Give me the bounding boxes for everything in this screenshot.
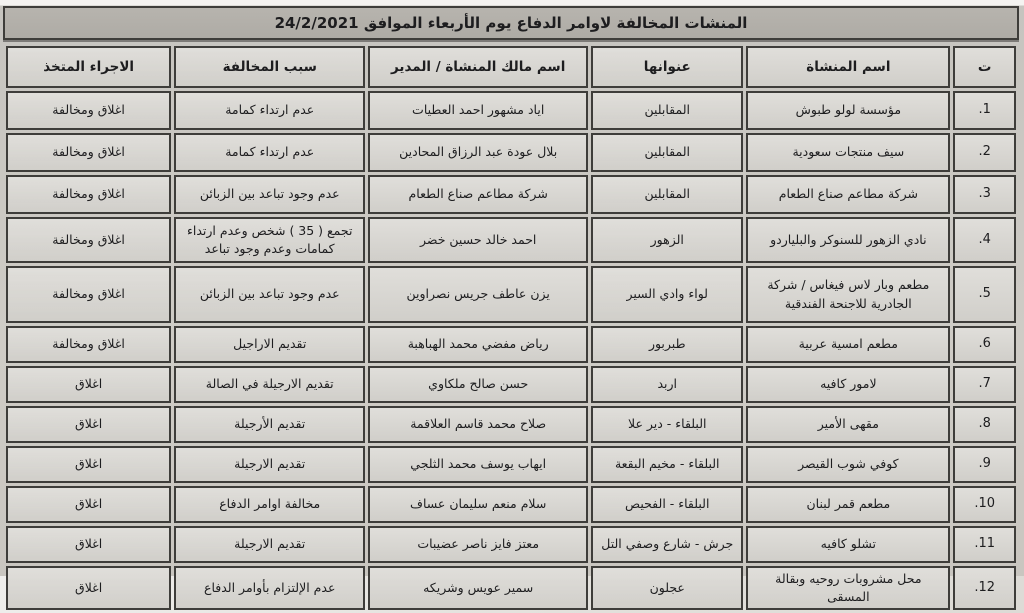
table-row bbox=[6, 217, 1016, 263]
establishment-address: المقابلين bbox=[591, 91, 743, 130]
row-number: .9 bbox=[953, 446, 1016, 483]
column-header-address: عنوانها bbox=[591, 46, 743, 88]
document-title: المنشات المخالفة لاوامر الدفاع يوم الأربعاء الموافق 24/2/2021 bbox=[274, 14, 748, 32]
column-header-establishment-name: اسم المنشاة bbox=[746, 46, 950, 88]
violation-reason: عدم الإلتزام بأوامر الدفاع bbox=[174, 566, 365, 610]
row-number: .7 bbox=[953, 366, 1016, 403]
column-header-action-taken: الاجراء المتخذ bbox=[6, 46, 171, 88]
establishment-name: تشلو كافيه bbox=[746, 526, 950, 563]
establishment-address: المقابلين bbox=[591, 175, 743, 214]
establishment-address: طبربور bbox=[591, 326, 743, 363]
action-taken: اغلاق ومخالفة bbox=[6, 326, 171, 363]
establishment-name: سيف منتجات سعودية bbox=[746, 133, 950, 172]
row-number: .5 bbox=[953, 266, 1016, 323]
table-row bbox=[6, 366, 1016, 403]
owner-name: رياض مفضي محمد الهباهبة bbox=[368, 326, 588, 363]
owner-name: صلاح محمد قاسم العلاقمة bbox=[368, 406, 588, 443]
row-number: .1 bbox=[953, 91, 1016, 130]
establishment-address: لواء وادي السير bbox=[591, 266, 743, 323]
owner-name: حسن صالح ملكاوي bbox=[368, 366, 588, 403]
establishment-name: مطعم قمر لبنان bbox=[746, 486, 950, 523]
row-number: .11 bbox=[953, 526, 1016, 563]
establishment-name: مقهى الأمير bbox=[746, 406, 950, 443]
table-row bbox=[6, 175, 1016, 214]
table-row bbox=[6, 446, 1016, 483]
establishment-name: لامور كافيه bbox=[746, 366, 950, 403]
establishment-address: جرش - شارع وصفي التل bbox=[591, 526, 743, 563]
row-number: .2 bbox=[953, 133, 1016, 172]
establishment-address: الزهور bbox=[591, 217, 743, 263]
violation-reason: عدم ارتداء كمامة bbox=[174, 91, 365, 130]
violation-reason: عدم وجود تباعد بين الزبائن bbox=[174, 266, 365, 323]
establishment-name: مؤسسة لولو طبوش bbox=[746, 91, 950, 130]
owner-name: ايهاب يوسف محمد الثلجي bbox=[368, 446, 588, 483]
establishment-name: محل مشروبات روحيه وبقالة المسقى bbox=[746, 566, 950, 610]
row-number: .4 bbox=[953, 217, 1016, 263]
owner-name: احمد خالد حسين خضر bbox=[368, 217, 588, 263]
owner-name: معتز فايز ناصر عضيبات bbox=[368, 526, 588, 563]
action-taken: اغلاق ومخالفة bbox=[6, 133, 171, 172]
violations-table bbox=[3, 43, 1019, 613]
row-number: .10 bbox=[953, 486, 1016, 523]
action-taken: اغلاق ومخالفة bbox=[6, 175, 171, 214]
table-row bbox=[6, 526, 1016, 563]
violation-reason: تقديم الارجيلة bbox=[174, 526, 365, 563]
establishment-address: البلقاء - دير علا bbox=[591, 406, 743, 443]
establishment-address: عجلون bbox=[591, 566, 743, 610]
table-row bbox=[6, 326, 1016, 363]
establishment-name: شركة مطاعم صناع الطعام bbox=[746, 175, 950, 214]
violation-reason: تقديم الارجيلة bbox=[174, 446, 365, 483]
table-row bbox=[6, 91, 1016, 130]
establishment-name: كوفي شوب القيصر bbox=[746, 446, 950, 483]
header-row bbox=[6, 46, 1016, 88]
action-taken: اغلاق bbox=[6, 486, 171, 523]
table-row bbox=[6, 266, 1016, 323]
row-number: .8 bbox=[953, 406, 1016, 443]
column-header-violation-reason: سبب المخالفة bbox=[174, 46, 365, 88]
establishment-address: البلقاء - الفحيص bbox=[591, 486, 743, 523]
owner-name: يزن عاطف جريس نصراوين bbox=[368, 266, 588, 323]
establishment-name: مطعم وبار لاس فيغاس / شركة الجادرية للاجنحة الفندقية bbox=[746, 266, 950, 323]
violations-document bbox=[3, 6, 1019, 613]
owner-name: سمير عويس وشريكه bbox=[368, 566, 588, 610]
table-row bbox=[6, 486, 1016, 523]
establishment-name: نادي الزهور للسنوكر والبلياردو bbox=[746, 217, 950, 263]
violation-reason: مخالفة اوامر الدفاع bbox=[174, 486, 365, 523]
action-taken: اغلاق bbox=[6, 566, 171, 610]
violation-reason: تجمع ( 35 ) شخص وعدم ارتداء كمامات وعدم وجود تباعد bbox=[174, 217, 365, 263]
table-row bbox=[6, 406, 1016, 443]
owner-name: اياد مشهور احمد العطيات bbox=[368, 91, 588, 130]
violation-reason: تقديم الاراجيل bbox=[174, 326, 365, 363]
violation-reason: عدم وجود تباعد بين الزبائن bbox=[174, 175, 365, 214]
table-row bbox=[6, 133, 1016, 172]
action-taken: اغلاق ومخالفة bbox=[6, 91, 171, 130]
owner-name: بلال عودة عبد الرزاق المحادين bbox=[368, 133, 588, 172]
establishment-address: اربد bbox=[591, 366, 743, 403]
establishment-address: المقابلين bbox=[591, 133, 743, 172]
row-number: .6 bbox=[953, 326, 1016, 363]
violation-reason: تقديم الأرجيلة bbox=[174, 406, 365, 443]
owner-name: سلام منعم سليمان عساف bbox=[368, 486, 588, 523]
row-number: .3 bbox=[953, 175, 1016, 214]
establishment-name: مطعم امسية عربية bbox=[746, 326, 950, 363]
owner-name: شركة مطاعم صناع الطعام bbox=[368, 175, 588, 214]
violation-reason: تقديم الارجيلة في الصالة bbox=[174, 366, 365, 403]
action-taken: اغلاق bbox=[6, 366, 171, 403]
establishment-address: البلقاء - مخيم البقعة bbox=[591, 446, 743, 483]
action-taken: اغلاق bbox=[6, 526, 171, 563]
column-header-owner-manager: اسم مالك المنشاة / المدير bbox=[368, 46, 588, 88]
action-taken: اغلاق bbox=[6, 406, 171, 443]
action-taken: اغلاق ومخالفة bbox=[6, 266, 171, 323]
document-title-bar bbox=[3, 6, 1019, 40]
violation-reason: عدم ارتداء كمامة bbox=[174, 133, 365, 172]
column-header-number: ت bbox=[953, 46, 1016, 88]
action-taken: اغلاق ومخالفة bbox=[6, 217, 171, 263]
row-number: .12 bbox=[953, 566, 1016, 610]
action-taken: اغلاق bbox=[6, 446, 171, 483]
table-row bbox=[6, 566, 1016, 610]
